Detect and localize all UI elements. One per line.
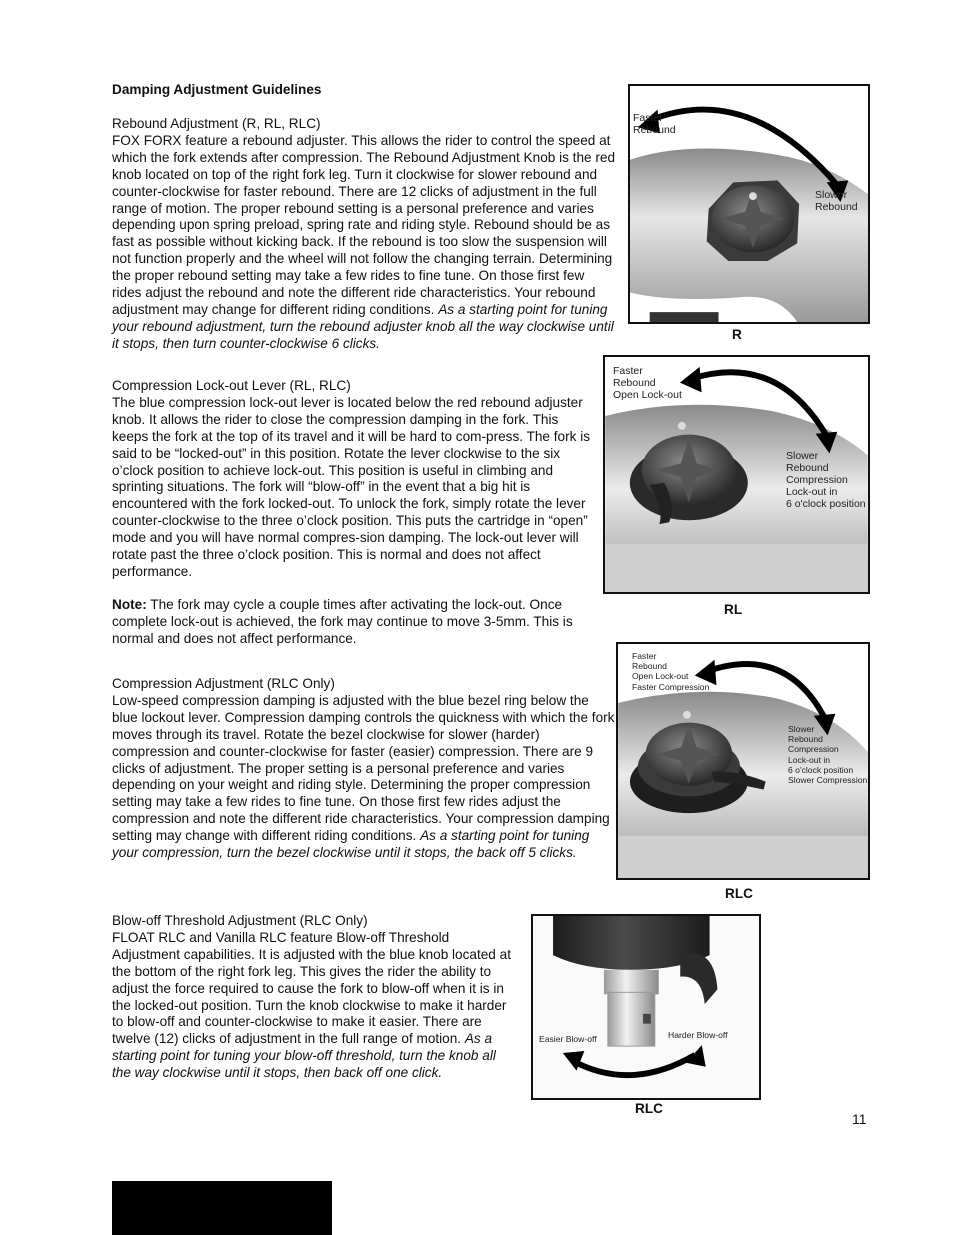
lockout-body: The blue compression lock-out lever is located below the red rebound adjuster knob. It allows the rider to close the compression damping in the fork. This keeps the fork at the top of its travel and it will be hard to com-press. The fork is said to be “locked-out” in this position. Rotate the lever clockwise to the six o’clock position to achieve lock-out. This position is useful in climbing and sprinting situations. The fork will “blow-off” in the event that a big hit is encountered with the fork locked-out. To unlock the fork, simply rotate the lever counter-clockwise to the three o’clock position. This puts the cartridge in “open” mode and you will have normal compres-sion damping. The lock-out lever will rotate past the three o’clock position. This is normal and does not affect performance. bbox=[112, 394, 591, 579]
rebound-tip: As a starting point for tuning your rebound adjustment, turn the rebound adjuster knob all the way clockwise until it stops, then turn counter-clockwise 6 clicks. bbox=[112, 301, 614, 351]
label-slower-compression: Slower Rebound Compression Lock-out in 6 o'clock position Slower Compression bbox=[788, 724, 868, 786]
figure-rlc-caption: RLC bbox=[725, 886, 753, 901]
label-faster-rebound: Faster Rebound bbox=[633, 112, 676, 136]
blowoff-section bbox=[112, 913, 512, 1082]
compression-tip: As a starting point for tuning your compression, turn the bezel clockwise until it stops, the back off 5 clicks. bbox=[112, 828, 590, 861]
label-slower-rebound-lockout: Slower Rebound Compression Lock-out in 6 o'clock position bbox=[786, 450, 866, 510]
figure-r bbox=[628, 84, 870, 324]
label-faster-rebound-open-lockout: Faster Rebound Open Lock-out bbox=[613, 365, 682, 401]
compression-body: Low-speed compression damping is adjusted with the blue bezel ring below the blue lockout lever. Compression damping controls the quickness with which the fork moves through its travel. Rotate the bezel clockwise for slower (harder) compression and counter-clockwise for faster (easier) compression. There are 9 clicks of adjustment. The proper setting is a personal preference and varies depending on your weight and riding style. Determining the proper compression setting may take a few rides to fine tune. On those first few rides adjust the compression and note the different ride characteristics. Your compression damping setting may change with different riding conditions. bbox=[112, 692, 615, 844]
compression-title: Compression Adjustment (RLC Only) bbox=[112, 676, 335, 691]
note-text: The fork may cycle a couple times after activating the lock-out. Once complete lock-out is achieved, the fork may continue to move 3-5mm. This is normal and does not affect performance. bbox=[112, 597, 573, 646]
figure-r-caption: R bbox=[732, 327, 742, 342]
lockout-title: Compression Lock-out Lever (RL, RLC) bbox=[112, 378, 351, 393]
label-harder-blowoff: Harder Blow-off bbox=[668, 1030, 728, 1040]
lockout-note bbox=[112, 597, 597, 648]
label-faster-compression: Faster Rebound Open Lock-out Faster Compression bbox=[632, 651, 710, 692]
blowoff-body: FLOAT RLC and Vanilla RLC feature Blow-off Threshold Adjustment capabilities. It is adjusted with the blue knob located at the bottom of the right fork leg. This gives the rider the ability to adjust the force required to cause the fork to blow-off when it is in the locked-out position. Turn the knob clockwise to make it harder to blow-off and counter-clockwise to make it easier. There are twelve (12) clicks of adjustment in the full range of motion. bbox=[112, 929, 511, 1047]
section-heading: Damping Adjustment Guidelines bbox=[112, 82, 322, 97]
rebound-body: FOX FORX feature a rebound adjuster. This allows the rider to control the speed at which the fork extends after compression. The Rebound Adjustment Knob is the red knob located on top of the right fork leg. Turn it clockwise for slower rebound and counter-clockwise for faster rebound. There are 12 clicks of adjustment in the full range of motion. The proper rebound setting is a personal preference and varies depending upon spring preload, spring rate and riding style. Rebound should be as fast as possible without kicking back. If the rebound is too slow the suspension will not function properly and the wheel will not follow the changing terrain. Determining the proper rebound setting may take a few rides to fine tune. On those first few rides adjust the rebound and note the different ride characteristics. Your rebound adjustment may change for different riding conditions. bbox=[112, 132, 616, 317]
figure-rlc bbox=[616, 642, 870, 880]
rebound-title: Rebound Adjustment (R, RL, RLC) bbox=[112, 116, 321, 131]
blowoff-title: Blow-off Threshold Adjustment (RLC Only) bbox=[112, 913, 368, 928]
rebound-section bbox=[112, 116, 617, 353]
blowoff-knob-illustration bbox=[533, 916, 759, 1098]
label-easier-blowoff: Easier Blow-off bbox=[539, 1034, 597, 1044]
blowoff-tip: As a starting point for tuning your blow-off threshold, turn the knob all the way clockwise until it stops, then back off one click. bbox=[112, 1031, 496, 1081]
note-label: Note: bbox=[112, 597, 147, 612]
label-slower-rebound: Slower Rebound bbox=[815, 189, 858, 213]
page-number: 11 bbox=[852, 1111, 867, 1127]
figure-blowoff bbox=[531, 914, 761, 1100]
compression-section bbox=[112, 676, 617, 862]
footer-black-bar bbox=[112, 1181, 332, 1235]
figure-rl bbox=[603, 355, 870, 594]
figure-blowoff-caption: RLC bbox=[635, 1101, 663, 1116]
figure-rl-caption: RL bbox=[724, 602, 743, 617]
lockout-section bbox=[112, 378, 592, 581]
